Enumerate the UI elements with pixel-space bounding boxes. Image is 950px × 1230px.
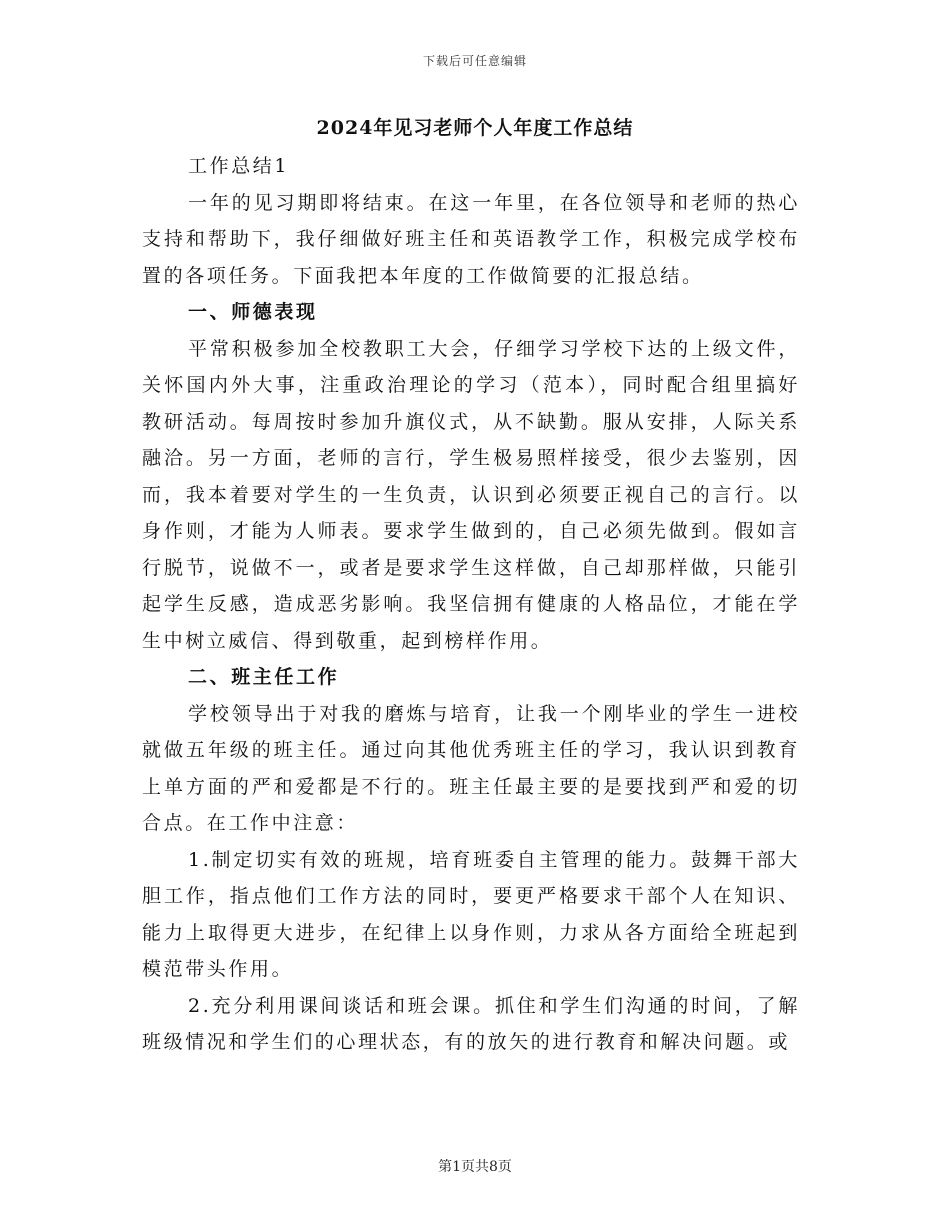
document-body <box>142 148 800 1061</box>
header-note: 下载后可任意编辑 <box>422 54 527 68</box>
page-number: 第1页共8页 <box>438 1159 512 1175</box>
intro-paragraph: 一年的见习期即将结束。在这一年里，在各位领导和老师的热心支持和帮助下，我仔细做好班主任和英语教学工作，积极完成学校布置的各项任务。下面我把本年度的工作做简要的汇报总结。 <box>142 191 800 287</box>
list-item-paragraph: 1.制定切实有效的班规，培育班委自主管理的能力。鼓舞干部大胆工作，指点他们工作方法的同时，要更严格要求干部个人在知识、能力上取得更大进步，在纪律上以身作则，力求从各方面给全班起到模范带头作用。 <box>142 848 800 980</box>
section-paragraph: 学校领导出于对我的磨炼与培育，让我一个刚毕业的学生一进校就做五年级的班主任。通过向其他优秀班主任的学习，我认识到教育上单方面的严和爱都是不行的。班主任最主要的是要找到严和爱的切合点。在工作中注意： <box>142 702 800 834</box>
document-subtitle: 工作总结1 <box>188 155 290 177</box>
list-item-paragraph: 2.充分利用课间谈话和班会课。抓住和学生们沟通的时间，了解班级情况和学生们的心理状态，有的放矢的进行教育和解决问题。或 <box>142 994 800 1053</box>
section-heading-class-teacher: 二、班主任工作 <box>188 666 340 688</box>
section-paragraph: 平常积极参加全校教职工大会，仔细学习学校下达的上级文件，关怀国内外大事，注重政治理论的学习（范本），同时配合组里搞好教研活动。每周按时参加升旗仪式，从不缺勤。服从安排，人际关系融洽。另一方面，老师的言行，学生极易照样接受，很少去鉴别，因而，我本着要对学生的一生负责，认识到必须要正视自己的言行。以身作则，才能为人师表。要求学生做到的，自己必须先做到。假如言行脱节，说做不一，或者是要求学生这样做，自己却那样做，只能引起学生反感，造成恶劣影响。我坚信拥有健康的人格品位，才能在学生中树立威信、得到敬重，起到榜样作用。 <box>142 337 800 652</box>
document-title: 2024年见习老师个人年度工作总结 <box>316 117 634 139</box>
section-heading-ethics: 一、师德表现 <box>188 301 318 323</box>
